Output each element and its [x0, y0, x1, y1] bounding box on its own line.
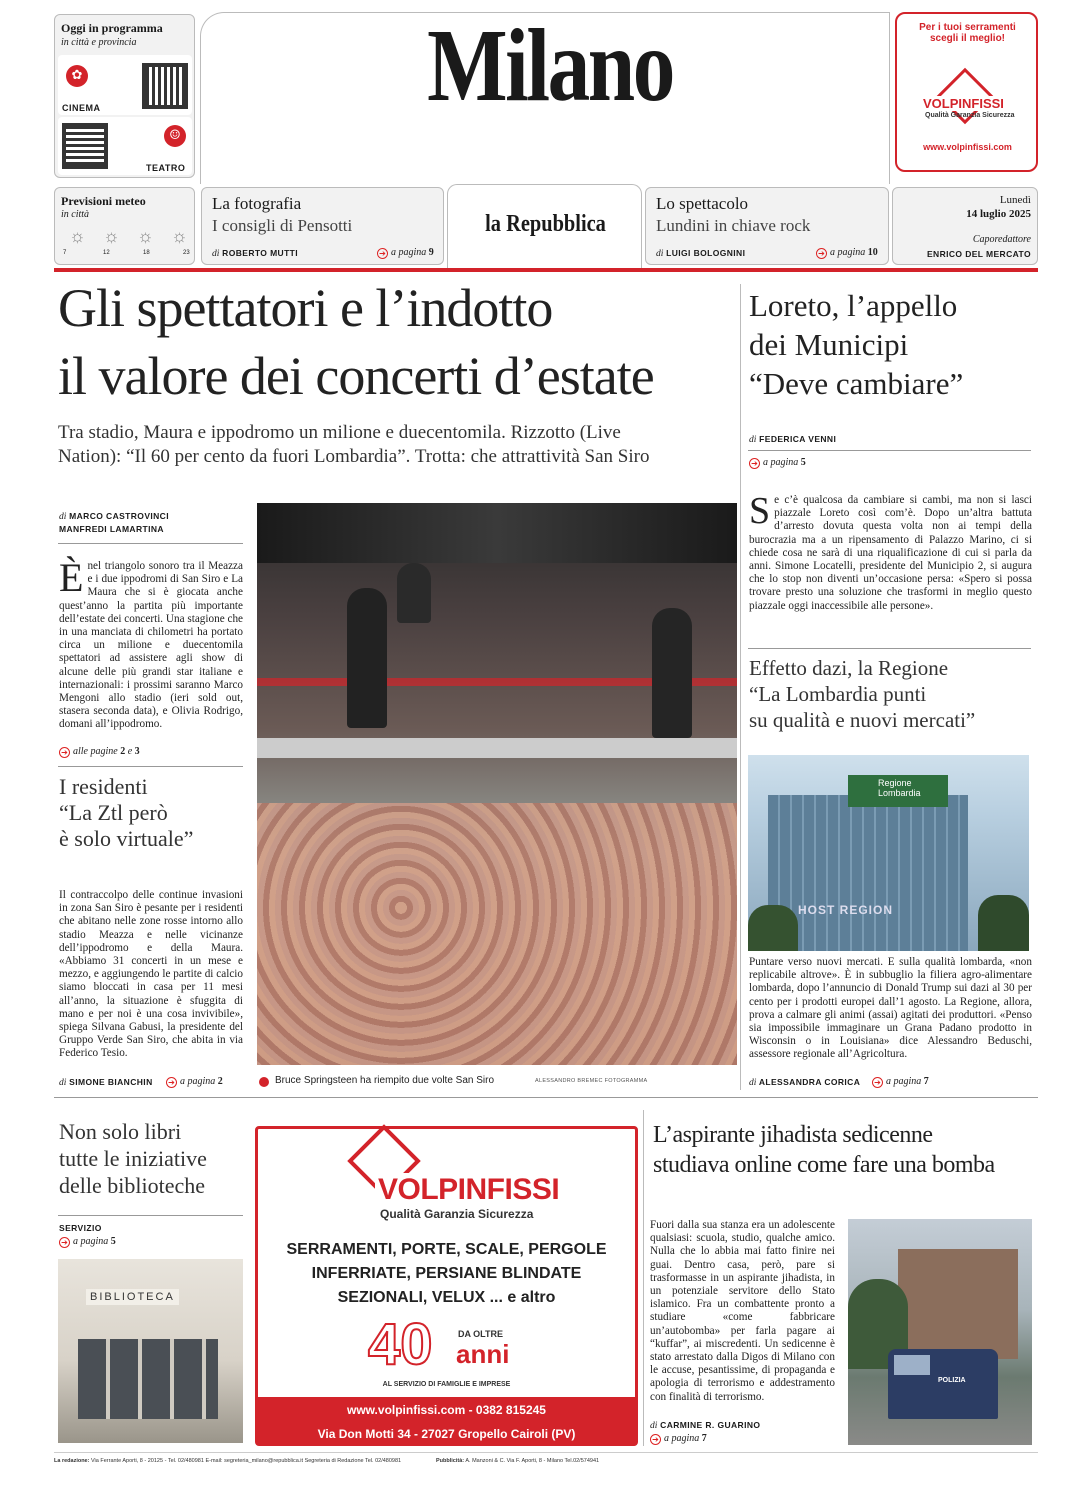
dazi-body: Puntare verso nuovi mercati. E sulla qualità lombarda, «non replicabile altrove». È in subbuglio la filiera agro-alimentare lombarda, dopo l’annuncio di Donald Trump sui dazi al 30 per cento per i prodotti europei dall’1 agosto. La Regione, allora, prova a calmare gli animi (assai) agitati dei produttori. «Penso sia impossibile immaginare un Grana Padano prodotto in Wisconsin o in Louisiana» dice Alessandro Beduschi, assessore regionale all’Agricoltura.	[749, 956, 1032, 1061]
strip-right-box[interactable]	[645, 187, 889, 265]
strip-left-page-ref[interactable]: ➔ a pagina 9	[377, 247, 434, 259]
loreto-body: Se c’è qualcosa da cambiare si cambi, ma non si lasci piazzale Loreto così com’è. Dopo un’altra battuta d’arresto dovuta questa volta non ai tempi della burocrazia ma a un ripensamento di Palazzo Marino, ci si chiede cosa ne sarà di una riqualificazione di cui si parla da anni. Simone Locatelli, presidente del Municipio 2, si augura che lo stop non diventi un’occasione persa: «Spero si possa trovare presto una soluzione che trasformi in meglio questo piazzale oggi inaccessibile alle persone».	[749, 490, 1032, 612]
ad-top-slogan: Qualità Garanzia Sicurezza	[925, 112, 1015, 119]
arrow-right-icon: ➔	[749, 458, 760, 469]
ad-top-volpinfissi[interactable]	[895, 12, 1038, 172]
dazi-page-ref[interactable]: ➔ a pagina 7	[872, 1076, 929, 1088]
ad-main-address: Via Don Motti 34 - 27027 Gropello Cairoli (PV)	[317, 1427, 576, 1441]
divider	[748, 450, 1031, 451]
strip-right-title: Lundini in chiave rock	[656, 216, 811, 235]
musician-figure	[652, 608, 692, 738]
jihad-headline-1[interactable]: L’aspirante jihadista sedicenne	[653, 1122, 933, 1148]
main-deck-1: Tra stadio, Maura e ippodromo un milione e duecentomila. Rizzotto (Live	[58, 422, 621, 443]
meteo-hour: 18	[143, 250, 150, 256]
meteo-title: Previsioni meteo	[61, 194, 146, 208]
loreto-byline: di FEDERICA VENNI	[749, 434, 837, 445]
building-silhouette	[898, 1249, 1018, 1359]
ad-main-service: AL SERVIZIO DI FAMIGLIE E IMPRESE	[382, 1381, 511, 1388]
sun-icon: ☼	[137, 226, 154, 246]
issue-day: Lunedì	[999, 194, 1031, 206]
dropcap: È	[59, 555, 84, 600]
ad-main-line: SEZIONALI, VELUX ... e altro	[337, 1289, 556, 1306]
divider	[58, 543, 243, 544]
ad-main-slogan: Qualità Garanzia Sicurezza	[380, 1207, 534, 1221]
tower-building	[768, 795, 968, 951]
jihad-body: Fuori dalla sua stanza era un adolescente qualsiasi: scuola, studio, qualche amico. Nulla che lo abbia mai fatto finire nei guai. Dentro casa, però, pare si trasformasse in un aspirante jihadista, in un potenziale servitore dello Stato islamico. Fra un combattente pronto a studiare «come fabbricare un’autobomba» per farla pagare ai “kuffar”, ai miscredenti. Un sedicenne è stato arrestato dalla Digos di Milano con le accuse, pesantissime, di propaganda e apologia di terrorismo e addestramento con finalità di terrorismo.	[650, 1219, 835, 1403]
main-headline-2[interactable]: il valore dei concerti d’estate	[58, 346, 654, 406]
programma-subtitle: in città e provincia	[61, 37, 137, 48]
residenti-body: Il contraccolpo delle continue invasioni in zona San Siro è pesante per i residenti che abitano nelle zone rosse intorno allo stadio Meazza e nelle vicinanze dell’ippodromo e della Maura. «Abbiamo 31 concerti in un mese e mezzo, e aggiungendo le partite di calcio siamo bloccati in casa per 11 mesi all’anno, la situazione è sfuggita di mano e per noi è una cosa invivibile», spiega Silvana Gabusi, la presidente del Gruppo Verde San Siro, che abita in via Federico Tesio.	[59, 889, 243, 1060]
sun-icon: ☼	[171, 226, 188, 246]
residenti-byline: di SIMONE BIANCHIN	[59, 1077, 153, 1088]
crowd	[257, 803, 737, 1065]
dropcap: S	[749, 490, 771, 532]
jihad-byline: di CARMINE R. GUARINO	[650, 1420, 761, 1431]
meteo-hour: 7	[63, 250, 67, 256]
meteo-box	[54, 187, 195, 265]
strip-right-byline: di LUIGI BOLOGNINI	[656, 248, 746, 259]
regione-sign-text: Lombardia	[878, 788, 921, 798]
divider	[54, 1452, 1038, 1453]
divider	[748, 648, 1031, 649]
ad-main-contact-bar[interactable]	[258, 1397, 635, 1443]
musician-figure	[347, 588, 387, 728]
ad-top-brand: VOLPINFISSI	[923, 96, 1004, 111]
arrow-right-icon: ➔	[872, 1077, 883, 1088]
police-van-label: POLIZIA	[938, 1377, 966, 1384]
main-credit: ALESSANDRO BREMEC FOTOGRAMMA	[535, 1078, 648, 1084]
ad-main-line: SERRAMENTI, PORTE, SCALE, PERGOLE	[286, 1241, 607, 1258]
footer-pubblicita: Pubblicità: A. Manzoni & C. Via F. Aporti, 8 - Milano Tel.02/574941	[436, 1458, 600, 1464]
jihad-page-ref[interactable]: ➔ a pagina 7	[650, 1433, 707, 1445]
column-divider	[643, 1110, 644, 1446]
cinema-label: CINEMA	[62, 103, 101, 113]
arrow-right-icon: ➔	[377, 248, 388, 259]
ad-main-years-word: anni	[456, 1339, 510, 1369]
stage-structure	[257, 503, 737, 563]
ad-main-brand: VOLPINFISSI	[375, 1173, 562, 1207]
tree-silhouette	[748, 905, 798, 951]
arrow-right-icon: ➔	[166, 1077, 177, 1088]
police-photo	[848, 1219, 1032, 1445]
arrow-right-icon: ➔	[59, 747, 70, 758]
red-rule	[54, 268, 1038, 272]
sun-icon: ☼	[103, 226, 120, 246]
strip-right-kicker: Lo spettacolo	[656, 194, 749, 213]
cinema-panel[interactable]	[58, 55, 192, 115]
strip-left-title: I consigli di Pensotti	[212, 216, 353, 235]
strip-left-byline: di ROBERTO MUTTI	[212, 248, 299, 259]
film-reel-icon: ✿	[66, 65, 88, 87]
divider	[54, 1097, 1038, 1098]
masthead-title: Milano	[427, 8, 673, 123]
issue-date: 14 luglio 2025	[966, 208, 1031, 220]
biblioteca-sign: BIBLIOTECA	[86, 1289, 179, 1305]
meteo-hour: 12	[103, 250, 110, 256]
ad-main-years: 40	[368, 1312, 433, 1377]
date-box	[892, 187, 1038, 265]
column-divider	[740, 284, 741, 1090]
drummer-figure	[397, 563, 431, 623]
dazi-headline[interactable]: Effetto dazi, la Regione “La Lombardia punti su qualità e nuovi mercati”	[749, 656, 976, 732]
brand-logo: la Repubblica	[485, 211, 606, 237]
teatro-qr-icon[interactable]	[62, 123, 108, 169]
police-van	[888, 1349, 998, 1419]
loreto-headline[interactable]: Loreto, l’appello dei Municipi “Deve cambiare”	[749, 288, 964, 401]
arrow-right-icon: ➔	[650, 1434, 661, 1445]
programma-box	[54, 14, 195, 178]
regione-photo	[748, 755, 1029, 951]
regione-sign-text: Regione	[878, 778, 912, 788]
regione-sign	[848, 775, 948, 807]
divider	[58, 766, 243, 767]
ad-top-url[interactable]: www.volpinfissi.com	[923, 142, 1012, 152]
ad-main-contact: www.volpinfissi.com - 0382 815245	[347, 1403, 546, 1417]
tree-silhouette	[978, 895, 1029, 951]
biblioteche-label: SERVIZIO	[59, 1223, 102, 1233]
main-body: Ènel triangolo sonoro tra il Meazza e i due ippodromi di San Siro e La Maura che si è giocata anche quest’anno la partita più importante dell’estate dei concerti. Una stagione che in una manciata di chilometri ha portato circa un milione e duecentomila spettatori ad assistere agli show di alcune delle più grandi star italiane e internazionali: i prossimi saranno Marco Mengoni allo stadio (ieri sold out, stasera seconda data), e Olivia Rodrigo, domani all’ippodromo.	[59, 555, 243, 731]
programma-title: Oggi in programma	[61, 21, 163, 35]
strip-right-page-ref[interactable]: ➔ a pagina 10	[816, 247, 878, 259]
meteo-subtitle: in città	[61, 209, 90, 220]
main-page-ref[interactable]: ➔ alle pagine 2 e 3	[59, 746, 140, 758]
ad-top-tagline: Per i tuoi serramenti scegli il meglio!	[919, 22, 1016, 44]
brand-tab	[447, 184, 642, 268]
editor-role: Caporedattore	[972, 234, 1031, 245]
caption-bullet-icon	[259, 1077, 269, 1087]
divider	[58, 1215, 243, 1216]
van-window	[894, 1355, 930, 1375]
biblioteche-page-ref[interactable]: ➔ a pagina 5	[59, 1236, 116, 1248]
ad-main-years-pre: DA OLTRE	[458, 1329, 503, 1339]
biblioteca-photo	[58, 1259, 243, 1443]
teatro-label: TEATRO	[146, 163, 186, 173]
biblioteche-headline[interactable]: Non solo libri tutte le iniziative delle biblioteche	[59, 1119, 207, 1198]
ad-main-line: INFERRIATE, PERSIANE BLINDATE	[311, 1265, 582, 1282]
main-headline-1[interactable]: Gli spettatori e l’indotto	[58, 278, 553, 338]
main-caption: Bruce Springsteen ha riempito due volte San Siro	[275, 1075, 495, 1086]
concert-photo	[257, 503, 737, 1065]
host-region-banner: HOST REGION	[798, 903, 894, 917]
jihad-headline-2[interactable]: studiava online come fare una bomba	[653, 1152, 995, 1178]
cinema-qr-icon[interactable]	[142, 63, 188, 109]
strip-left-box[interactable]	[201, 187, 444, 265]
stage-floor	[257, 738, 737, 758]
meteo-hour: 23	[183, 250, 190, 256]
building-windows	[78, 1339, 218, 1419]
arrow-right-icon: ➔	[59, 1237, 70, 1248]
sun-icon: ☼	[69, 226, 86, 246]
main-byline: di MARCO CASTROVINCI MANFREDI LAMARTINA	[59, 511, 169, 534]
arrow-right-icon: ➔	[816, 248, 827, 259]
theatre-mask-icon: ☺	[164, 125, 186, 147]
editor-name: ENRICO DEL MERCATO	[926, 249, 1031, 259]
ad-main-volpinfissi[interactable]	[255, 1126, 638, 1446]
residenti-page-ref[interactable]: ➔ a pagina 2	[166, 1076, 223, 1088]
dazi-byline: di ALESSANDRA CORICA	[749, 1077, 861, 1088]
main-deck-2: Nation): “Il 60 per cento da fuori Lombardia”. Trotta: che attrattività San Siro	[58, 446, 650, 467]
residenti-headline[interactable]: I residenti “La Ztl però è solo virtuale”	[59, 774, 194, 851]
footer-redazione: La redazione: Via Ferrante Aporti, 8 - 20125 - Tel. 02/480981 E-mail: segreteria_milano@repubblica.it Segreteria di Redazione Tel. 02/480981	[54, 1458, 402, 1464]
strip-left-kicker: La fotografia	[212, 194, 302, 213]
loreto-page-ref[interactable]: ➔ a pagina 5	[749, 457, 806, 469]
teatro-panel[interactable]	[58, 117, 192, 175]
